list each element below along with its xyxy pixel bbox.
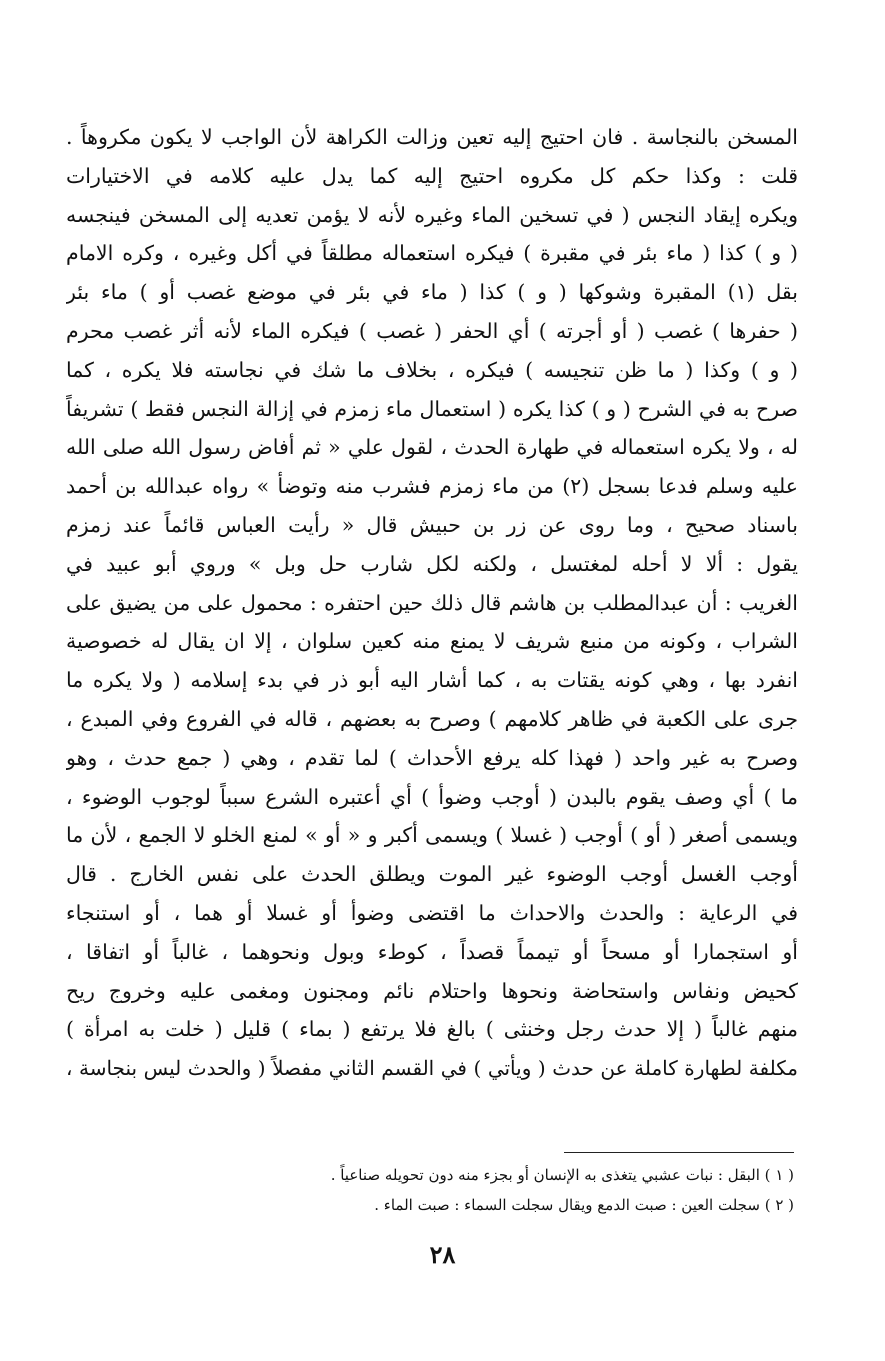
text-line: ( حفرها ) غصب ( أو أجرته ) أي الحفر ( غصب ) فيكره الماء لأنه أثر غصب محرم [66,318,798,343]
footnotes [100,1160,794,1220]
text-line: المسخن بالنجاسة . فان احتيج إليه تعين وزالت الكراهة لأن الواجب لا يكون مكروهاً . [66,125,798,149]
text-line: في الرعاية : والحدث والاحداث ما اقتضى وضوأ أو غسلا أو هما ، أو استنجاء [66,900,798,925]
text-line: باسناد صحيح ، وما روى عن زر بن حبيش قال « رأيت العباس قائماً عند زمزم [66,512,798,537]
text-line: ( و ) وكذا ( ما ظن تنجيسه ) فيكره ، بخلاف ما شك في نجاسته فلا يكره ، كما [66,357,798,382]
footnote: ( ١ ) البقل : نبات عشبي يتغذى به الإنسان أو بجزء منه دون تحويله صناعياً . [330,1166,794,1184]
text-line: الغريب : أن عبدالمطلب بن هاشم قال ذلك حين احتفره : محمول على من يضيق على [66,590,798,615]
page-number: ٢٨ [429,1240,456,1269]
text-line: صرح به في الشرح ( و ) كذا يكره ( استعمال ماء زمزم في إزالة النجس فقط ) تشريفاً [66,396,798,421]
text-line: ويسمى أصغر ( أو ) أوجب ( غسلا ) ويسمى أكبر و « أو » لمنع الخلو لا الجمع ، لأن ما [66,823,798,848]
footnote-divider [564,1152,794,1153]
text-line: وصرح به غير واحد ( فهذا كله يرفع الأحداث ) لما تقدم ، وهي ( جمع حدث ، وهو [66,745,798,770]
text-line: كحيض ونفاس واستحاضة ونحوها واحتلام نائم ومجنون ومغمى عليه وخروج ريح [66,978,798,1003]
text-line: أوجب الغسل أوجب الوضوء غير الموت ويطلق الحدث على نفس الخارج . قال [66,862,798,887]
text-line: انفرد بها ، وهي كونه يقتات به ، كما أشار اليه أبو ذر في بدء إسلامه ( ولا يكره ما [66,668,798,693]
text-line: ( و ) كذا ( ماء بئر في مقبرة ) فيكره استعماله مطلقاً في أكل وغيره ، وكره الامام [66,241,798,266]
text-line: عليه وسلم فدعا بسجل (٢) من ماء زمزم فشرب منه وتوضأ » رواه عبدالله بن أحمد [66,474,798,499]
text-line: الشراب ، وكونه من منبع شريف لا يمنع منه كعين سلوان ، إلا ان يقال له خصوصية [66,629,798,654]
body-text [66,118,798,1088]
text-line: قلت : وكذا حكم كل مكروه احتيج إليه كما يدل عليه كلامه في الاختيارات [66,163,798,188]
text-line: له ، ولا يكره استعماله في طهارة الحدث ، لقول علي « ثم أفاض رسول الله صلى الله [66,435,798,460]
text-line: أو استجمارا أو مسحاً أو تيمماً قصداً ، كوطء وبول ونحوهما ، غالباً أو اتفاقا ، [66,939,798,964]
text-line: يقول : ألا لا أحله لمغتسل ، ولكنه لكل شارب حل وبل » وروي أبو عبيد في [66,551,798,576]
text-line: مكلفة لطهارة كاملة عن حدث ( ويأتي ) في القسم الثاني مفصلاً ( والحدث ليس بنجاسة ، [66,1056,798,1081]
text-line: ويكره إيقاد النجس ( في تسخين الماء وغيره لأنه لا يؤمن تعديه إلى المسخن فينجسه [66,202,798,227]
text-line: منهم غالباً ( إلا حدث رجل وخنثى ) بالغ فلا يرتفع ( بماء ) قليل ( خلت به امرأة ) [66,1017,798,1042]
text-line: جرى على الكعبة في ظاهر كلامهم ) وصرح به بعضهم ، قاله في الفروع وفي المبدع ، [66,706,798,731]
text-line: بقل (١) المقبرة وشوكها ( و ) كذا ( ماء في بئر في موضع غصب أو ) ماء بئر [66,280,798,305]
footnote: ( ٢ ) سجلت العين : صبت الدمع ويقال سجلت السماء : صبت الماء . [374,1196,794,1214]
text-line: ما ) أي وصف يقوم بالبدن ( أوجب وضوأ ) أي أعتبره الشرع سبباً لوجوب الوضوء ، [66,784,798,809]
